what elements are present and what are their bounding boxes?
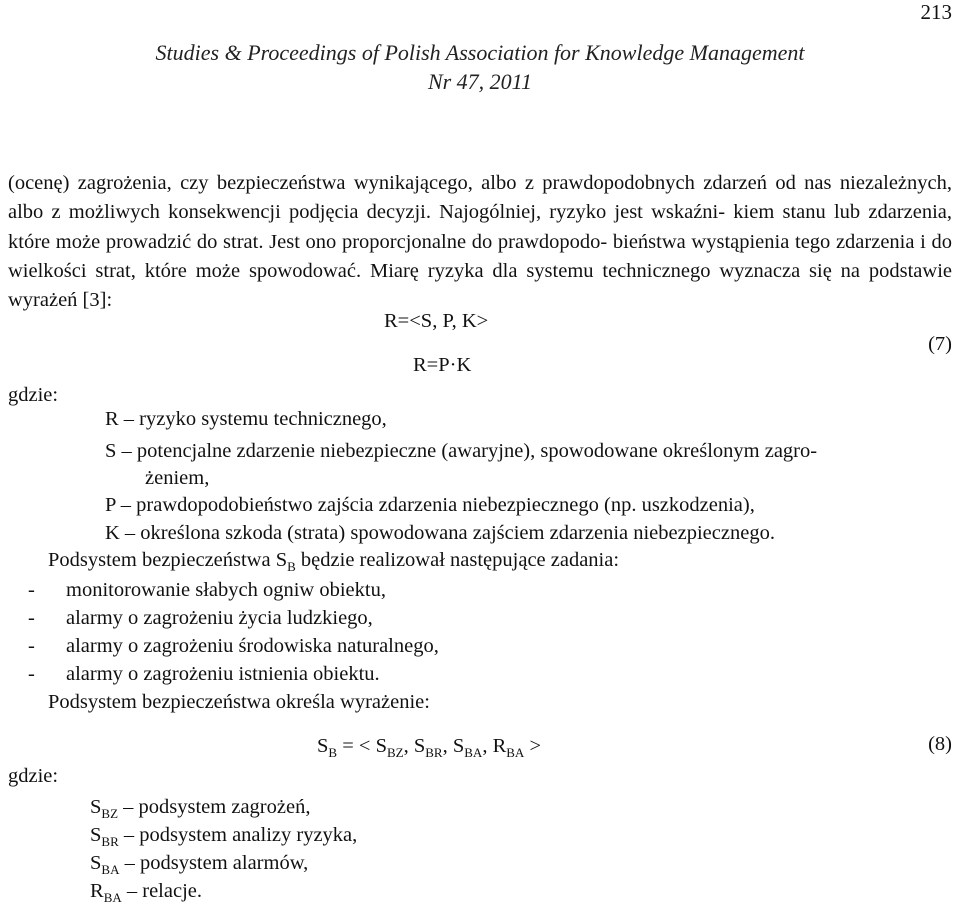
eq8-text: , S [403, 735, 426, 757]
journal-issue: Nr 47, 2011 [427, 69, 533, 94]
def-text: – podsystem alarmów, [119, 852, 309, 874]
task-item: alarmy o zagrożeniu życia ludzkiego, [66, 607, 373, 629]
definition-sbz [90, 796, 310, 819]
def-subscript: BR [101, 834, 119, 849]
sb-sentence-before: Podsystem bezpieczeństwa S [48, 549, 288, 571]
journal-title: Studies & Proceedings of Polish Association for Knowledge Management [155, 40, 805, 65]
def-text: – relacje. [121, 880, 202, 902]
def-symbol: S [90, 824, 102, 846]
intro-paragraph [8, 169, 952, 315]
def-text: – podsystem zagrożeń, [118, 796, 311, 818]
definition-s-continued: żeniem, [145, 467, 210, 489]
sb-expression-sentence: Podsystem bezpieczeństwa określa wyrażenie: [48, 691, 430, 713]
def-subscript: BA [103, 890, 122, 905]
definition-k: K – określona szkoda (strata) spowodowana zajściem zdarzenia niebezpiecznego. [105, 522, 775, 544]
sb-sentence [48, 549, 619, 572]
intro-line: dla systemu technicznego wyznacza się na podstawie wyrażeń [3]: [8, 259, 953, 312]
definition-sbr [90, 824, 357, 847]
definition-sba [90, 852, 308, 875]
eq8-subscript: BR [425, 745, 443, 760]
eq8-text: , R [482, 735, 507, 757]
task-dash: - [28, 579, 35, 601]
definition-rba [90, 880, 202, 903]
sb-sentence-after: będzie realizował następujące zadania: [295, 549, 620, 571]
equation-7-number: (7) [928, 333, 952, 355]
def-text: – podsystem analizy ryzyka, [118, 824, 358, 846]
task-item: monitorowanie słabych ogniw obiektu, [66, 579, 386, 601]
eq8-subscript: BZ [386, 745, 404, 760]
intro-line: (ocenę) zagrożenia, czy bezpieczeństwa wynikającego, albo z prawdopodobnych zdarzeń od nas [8, 172, 832, 194]
page-number: 213 [920, 0, 952, 24]
eq8-text: , S [442, 735, 465, 757]
def-symbol: S [90, 852, 102, 874]
sb-subscript: B [287, 559, 296, 574]
eq8-text: = < S [337, 735, 387, 757]
intro-line: kiem stanu lub zdarzenia, które może prowadzić do strat. Jest ono proporcjonalne do prawdopodo- [8, 201, 952, 253]
def-subscript: BZ [101, 806, 119, 821]
eq8-subscript: BA [464, 745, 483, 760]
task-item: alarmy o zagrożeniu istnienia obiektu. [66, 663, 380, 685]
definition-r: R – ryzyko systemu technicznego, [105, 408, 387, 430]
definition-s: S – potencjalne zdarzenie niebezpieczne (awaryjne), spowodowane określonym zagro- [105, 440, 818, 462]
def-symbol: R [90, 880, 104, 902]
eq8-subscript: BA [506, 745, 525, 760]
intro-line: bieństwa wystąpienia tego zdarzenia i do wielkości strat, które może spowodować. Miarę ryzyka [8, 230, 952, 282]
equation-8-number: (8) [928, 733, 952, 755]
task-dash: - [28, 607, 35, 629]
equation-7-line2: R=P·K [413, 354, 472, 376]
equation-8 [317, 735, 541, 758]
def-symbol: S [90, 796, 102, 818]
gdzie-label-2: gdzie: [8, 765, 59, 787]
task-dash: - [28, 635, 35, 657]
eq8-symbol: S [317, 735, 329, 757]
def-subscript: BA [101, 862, 120, 877]
definition-p: P – prawdopodobieństwo zajścia zdarzenia niebezpiecznego (np. uszkodzenia), [105, 494, 755, 516]
intro-line: niezależnych, albo z możliwych konsekwencji podjęcia decyzji. Najogólniej, ryzyko jest wskaźni- [8, 172, 952, 224]
task-dash: - [28, 663, 35, 685]
task-item: alarmy o zagrożeniu środowiska naturalnego, [66, 635, 439, 657]
gdzie-label: gdzie: [8, 384, 59, 406]
equation-7-line1: R=<S, P, K> [384, 310, 489, 332]
eq8-subscript: B [328, 745, 338, 760]
eq8-text: > [524, 735, 542, 757]
